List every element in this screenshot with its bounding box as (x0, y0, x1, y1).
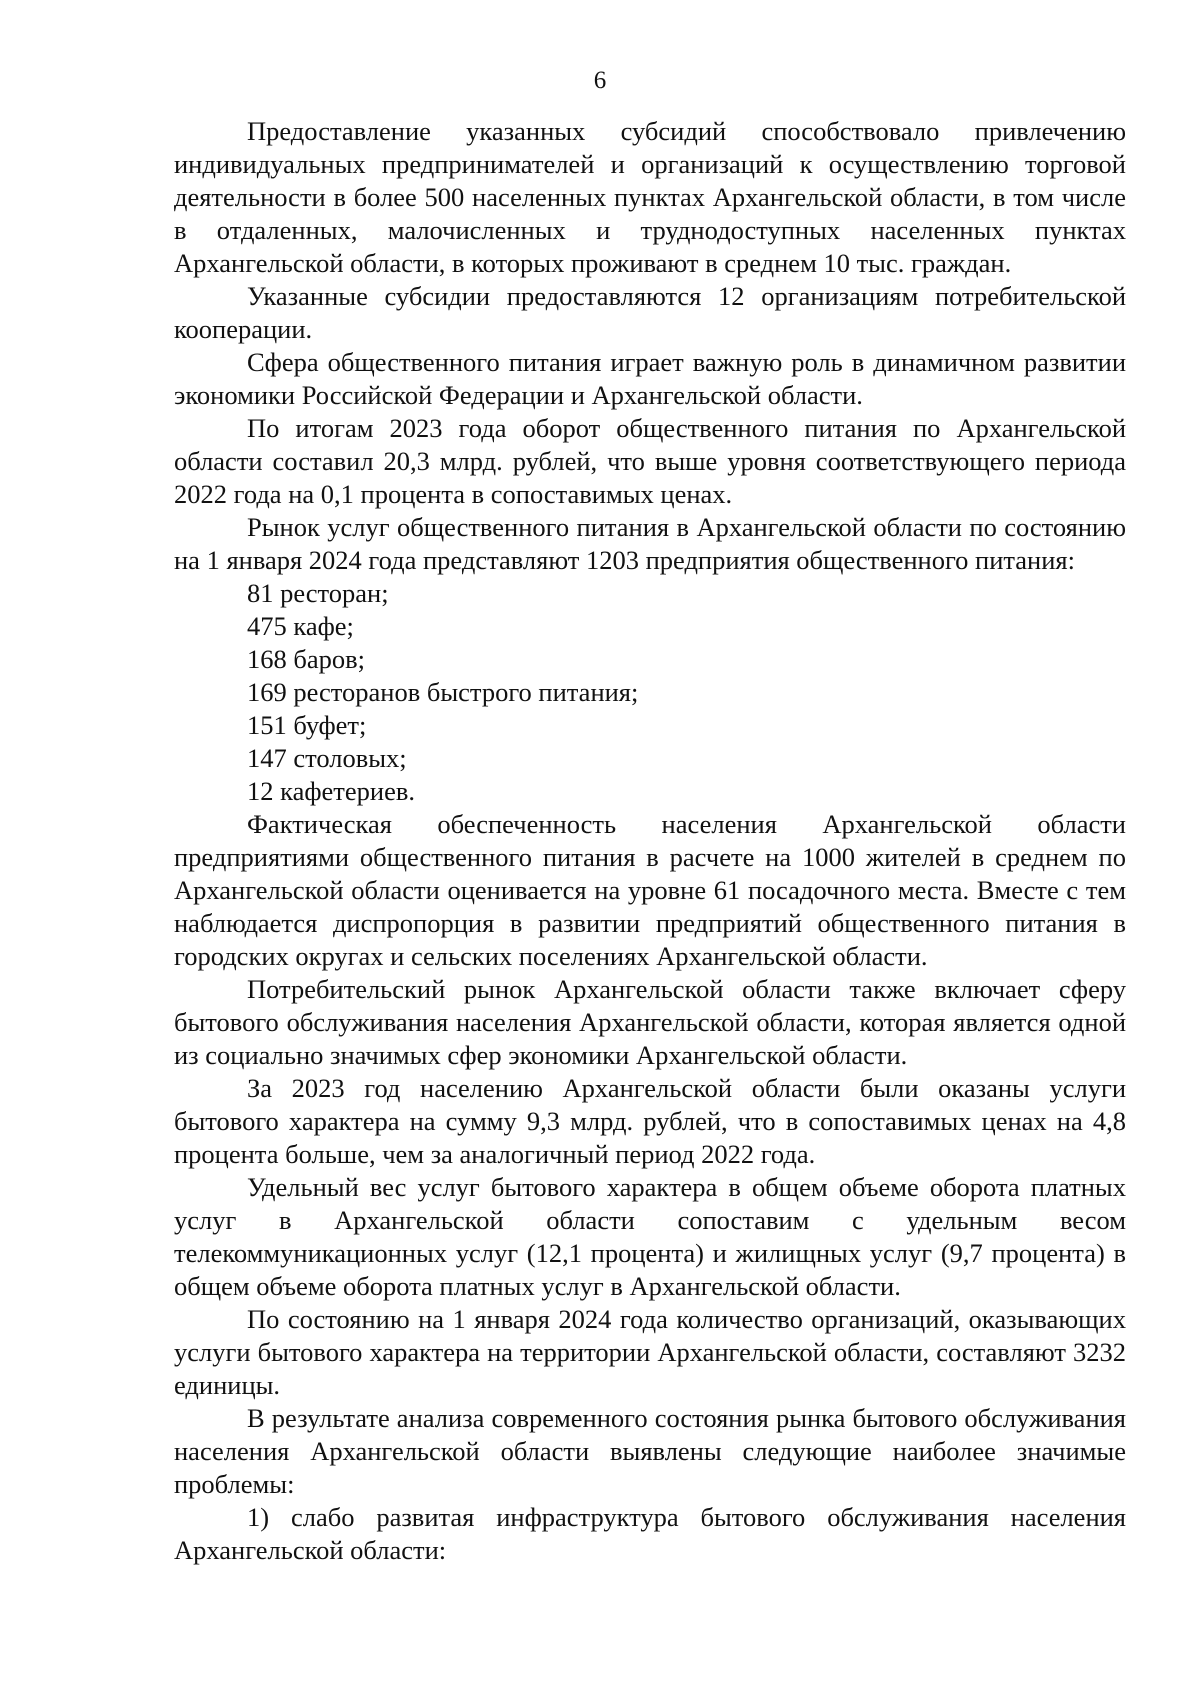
paragraph-problems-intro: В результате анализа современного состояния рынка бытового обслуживания населения Архангельской области выявлены следующие наиболее значимые проблемы: (174, 1403, 1126, 1499)
page-number: 6 (593, 67, 607, 94)
paragraph-consumer-market: Потребительский рынок Архангельской области также включает сферу бытового обслуживания населения Архангельской области, которая является одной из социально значимых сфер экономики Архангельской области. (174, 974, 1126, 1070)
list-item-cafes: 475 кафе; (247, 611, 354, 641)
list-item-buffets: 151 буфет; (247, 710, 367, 740)
paragraph-household-services-share: Удельный вес услуг бытового характера в общем объеме оборота платных услуг в Архангельской области сопоставим с удельным весом телекоммуникационных услуг (12,1 процента) и жилищных услуг (9,7 процента) в общем объеме оборота платных услуг в Архангельской области. (174, 1172, 1126, 1301)
paragraph-household-services-organizations: По состоянию на 1 января 2024 года количество организаций, оказывающих услуги бытового характера на территории Архангельской области, составляют 3232 единицы. (174, 1304, 1126, 1400)
list-item-canteens: 147 столовых; (247, 743, 407, 773)
list-item-cafeterias: 12 кафетериев. (247, 776, 415, 806)
paragraph-catering-market: Рынок услуг общественного питания в Архангельской области по состоянию на 1 января 2024 года представляют 1203 предприятия общественного питания: (174, 512, 1126, 575)
paragraph-catering-provision: Фактическая обеспеченность населения Архангельской области предприятиями общественного питания в расчете на 1000 жителей в среднем по Архангельской области оценивается на уровне 61 посадочного места. Вместе с тем наблюдается диспропорция в развитии предприятий общественного питания в городских округах и сельских поселениях Архангельской области. (174, 809, 1126, 971)
document-body (174, 115, 1126, 1567)
paragraph-catering-turnover: По итогам 2023 года оборот общественного питания по Архангельской области составил 20,3 млрд. рублей, что выше уровня соответствующего периода 2022 года на 0,1 процента в сопоставимых ценах. (174, 413, 1126, 509)
list-item-restaurants: 81 ресторан; (247, 578, 389, 608)
paragraph-problem-1: 1) слабо развитая инфраструктура бытового обслуживания населения Архангельской области: (174, 1502, 1126, 1565)
paragraph-subsidies-recipients: Указанные субсидии предоставляются 12 организациям потребительской кооперации. (174, 281, 1126, 344)
paragraph-subsidies-effect: Предоставление указанных субсидий способствовало привлечению индивидуальных предпринимателей и организаций к осуществлению торговой деятельности в более 500 населенных пунктах Архангельской области, в том числе в отдаленных, малочисленных и труднодоступных населенных пунктах Архангельской области, в которых проживают в среднем 10 тыс. граждан. (174, 116, 1126, 278)
list-item-fast-food: 169 ресторанов быстрого питания; (247, 677, 639, 707)
list-item-bars: 168 баров; (247, 644, 365, 674)
paragraph-household-services-volume: За 2023 год населению Архангельской области были оказаны услуги бытового характера на сумму 9,3 млрд. рублей, что в сопоставимых ценах на 4,8 процента больше, чем за аналогичный период 2022 года. (174, 1073, 1126, 1169)
paragraph-catering-role: Сфера общественного питания играет важную роль в динамичном развитии экономики Российской Федерации и Архангельской области. (174, 347, 1126, 410)
